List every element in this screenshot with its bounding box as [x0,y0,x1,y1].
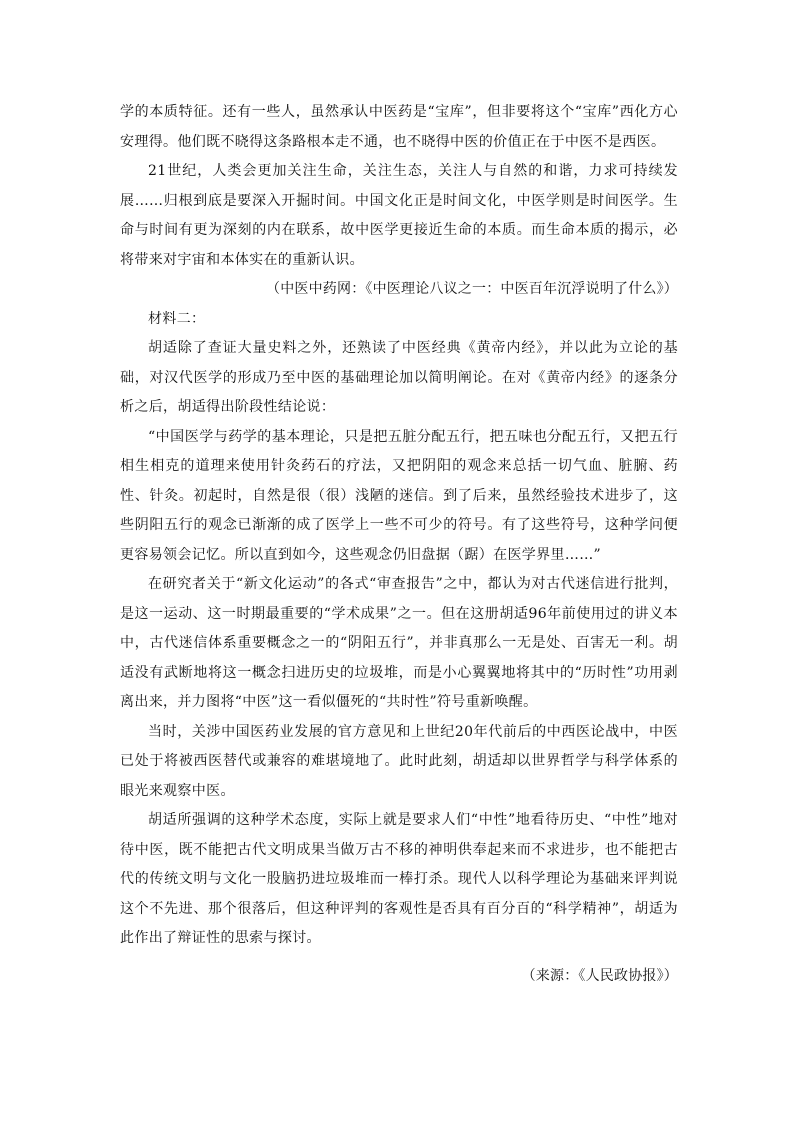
paragraph-continuation: 学的本质特征。还有一些人，虽然承认中医药是“宝库”，但非要将这个“宝库”西化方心安理得。他们既不晓得这条路根本走不通，也不晓得中医的价值正在于中医不是西医。 [120,104,678,150]
paragraph-new-culture-movement: 在研究者关于“新文化运动”的各式“审查报告”之中，都认为对古代迷信进行批判，是这一运动、这一时期最重要的“学术成果”之一。但在这册胡适96年前使用过的讲义本中，古代迷信体系重要概念之一的“阴阳五行”，并非真那么一无是处、百害无一利。胡适没有武断地将这一概念扫进历史的垃圾堆，而是小心翼翼地将其中的“历时性”功用剥离出来，并力图将“中医”这一看似僵死的“共时性”符号重新唤醒。 [120,576,678,710]
source-citation-1: （中医中药网：《中医理论八议之一：中医百年沉浮说明了什么》） [266,281,678,297]
material-2-label: 材料二： [148,310,206,327]
document-page [120,98,678,991]
paragraph-21st-century: 21世纪，人类会更加关注生命，关注生态，关注人与自然的和谐，力求可持续发展……归根到底是要深入开掘时间。中国文化正是时间文化，中医学则是时间医学。生命与时间有更为深刻的内在联系，故中医学更接近生命的本质。而生命本质的揭示，必将带来对宇宙和本体实在的重新认识。 [120,163,678,268]
paragraph-hushi-research: 胡适除了查证大量史料之外，还熟读了中医经典《黄帝内经》，并以此为立论的基础，对汉代医学的形成乃至中医的基础理论加以简明阐论。在对《黄帝内经》的逐条分析之后，胡适得出阶段性结论说： [120,340,678,415]
paragraph-academic-attitude: 胡适所强调的这种学术态度，实际上就是要求人们“中性”地看待历史、“中性”地对待中医，既不能把古代文明成果当做万古不移的神明供奉起来而不求进步，也不能把古代的传统文明与文化一股脑扔进垃圾堆而一棒打杀。现代人以科学理论为基础来评判说这个不先进、那个很落后，但这种评判的客观性是否具有百分百的“科学精神”，胡适为此作出了辩证性的思索与探讨。 [120,812,678,946]
paragraph-hushi-quote: “中国医学与药学的基本理论，只是把五脏分配五行，把五味也分配五行，又把五行相生相克的道理来使用针灸药石的疗法，又把阴阳的观念来总括一切气血、脏腑、药性、针灸。初起时，自然是很（很）浅陋的迷信。到了后来，虽然经验技术进步了，这些阴阳五行的观念已渐渐的成了医学上一些不可少的符号。有了这些符号，这种学问便更容易领会记忆。所以直到如今，这些观念仍旧盘据（踞）在医学界里……” [120,428,678,563]
paragraph-historical-context: 当时，关涉中国医药业发展的官方意见和上世纪20年代前后的中西医论战中，中医已处于将被西医替代或兼容的难堪境地了。此时此刻，胡适却以世界哲学与科学体系的眼光来观察中医。 [120,723,678,799]
source-citation-2: （来源：《人民政协报》） [521,967,678,984]
